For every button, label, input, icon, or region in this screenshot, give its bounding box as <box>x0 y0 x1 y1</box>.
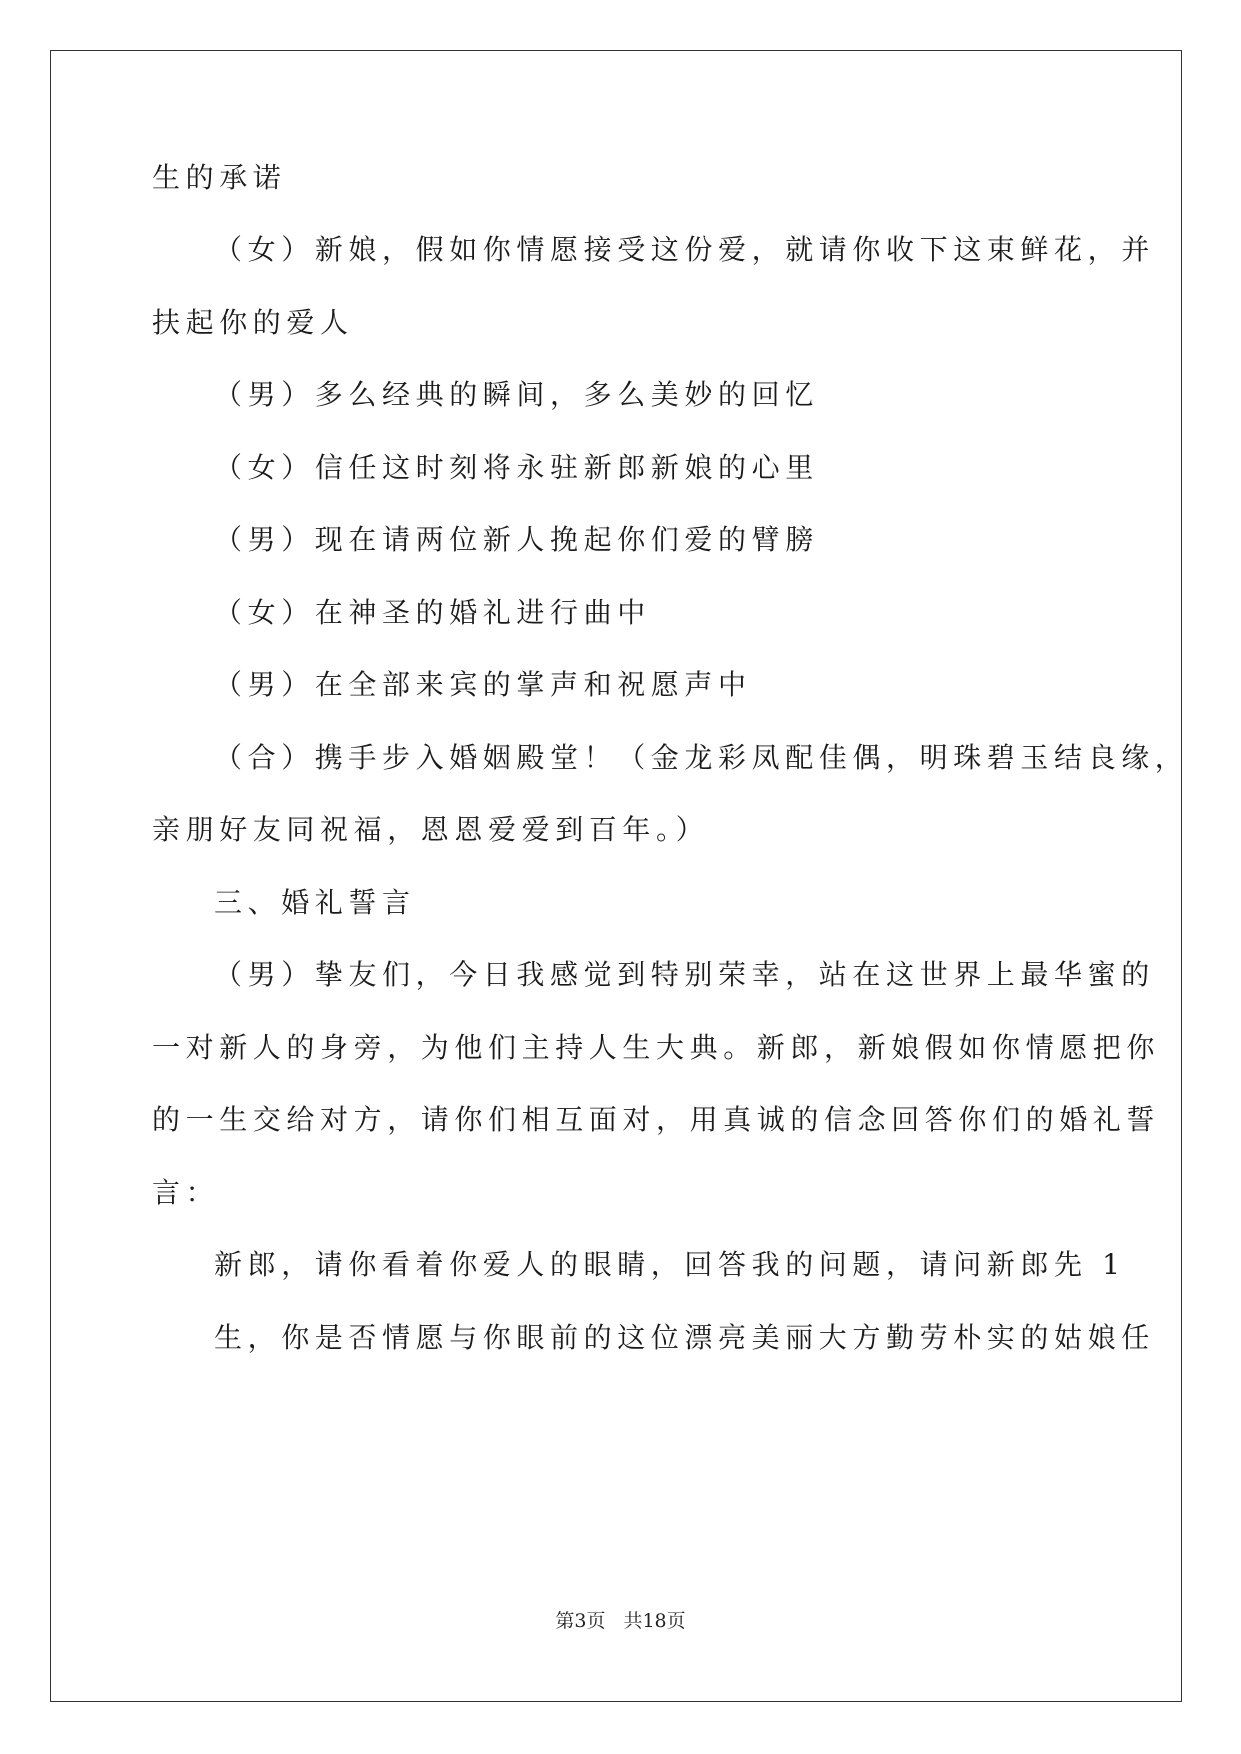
paragraph-line: 生，你是否情愿与你眼前的这位漂亮美丽大方勤劳朴实的姑娘任 <box>214 1321 1155 1354</box>
paragraph-line: （男）挚友们，今日我感觉到特别荣幸，站在这世界上最华蜜的 <box>214 958 1155 991</box>
paragraph-line: 的一生交给对方，请你们相互面对，用真诚的信念回答你们的婚礼誓 <box>152 1103 1161 1136</box>
paragraph-line: 新郎，请你看着你爱人的眼睛，回答我的问题，请问新郎先 1 <box>214 1248 1126 1281</box>
paragraph-line: （女）在神圣的婚礼进行曲中 <box>214 596 651 629</box>
paragraph-line: （男）多么经典的瞬间，多么美妙的回忆 <box>214 378 819 411</box>
paragraph-line: （女）信任这时刻将永驻新郎新娘的心里 <box>214 451 819 484</box>
paragraph-line: 亲朋好友同祝福，恩恩爱爱到百年。） <box>152 813 710 846</box>
page-number: 第3页 <box>555 1610 606 1632</box>
paragraph-line: （男）现在请两位新人挽起你们爱的臂膀 <box>214 523 819 556</box>
paragraph-line: 一对新人的身旁，为他们主持人生大典。新郎，新娘假如你情愿把你 <box>152 1031 1161 1064</box>
page-footer <box>0 1608 1241 1634</box>
page-total: 共18页 <box>623 1610 686 1632</box>
paragraph-line: 言： <box>152 1176 220 1209</box>
section-heading: 三、婚礼誓言 <box>214 886 416 919</box>
paragraph-line: （男）在全部来宾的掌声和祝愿声中 <box>214 668 752 701</box>
page-frame <box>50 50 1182 1702</box>
paragraph-line: （合）携手步入婚姻殿堂！（金龙彩凤配佳偶，明珠碧玉结良缘， <box>214 741 1189 774</box>
paragraph-line: 生的承诺 <box>152 161 287 194</box>
paragraph-line: （女）新娘，假如你情愿接受这份爱，就请你收下这束鲜花，并 <box>214 233 1155 266</box>
paragraph-line: 扶起你的爱人 <box>152 306 354 339</box>
